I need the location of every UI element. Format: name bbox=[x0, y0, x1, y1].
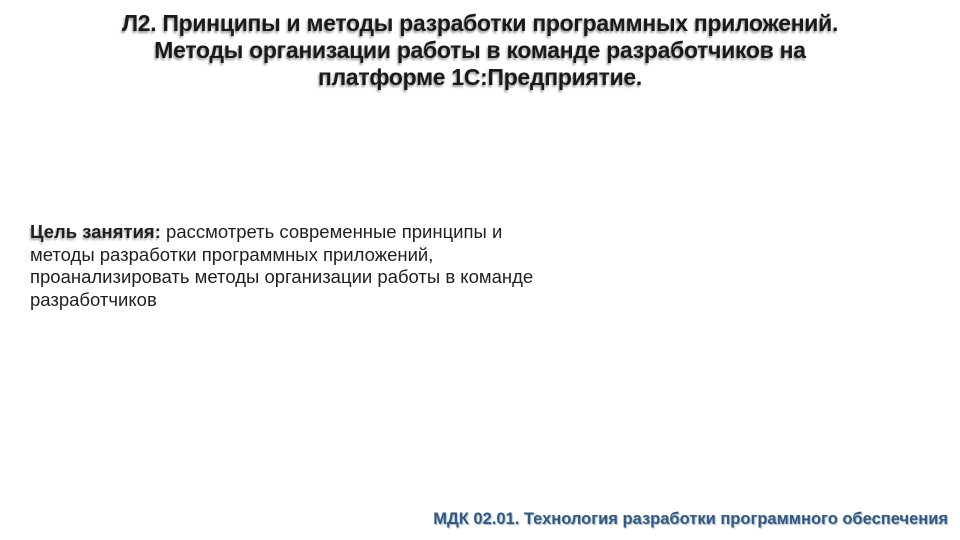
goal-text-line-2: методы разработки программных приложений, bbox=[30, 243, 434, 265]
slide-title-line-3: платформе 1С:Предприятие. bbox=[318, 64, 642, 90]
goal-text-line-1: рассмотреть современные принципы и bbox=[160, 221, 503, 242]
slide-title-line-1: Л2. Принципы и методы разработки программных приложений. bbox=[121, 10, 839, 36]
lesson-goal-paragraph bbox=[30, 221, 590, 311]
goal-label: Цель занятия: bbox=[30, 221, 161, 242]
body-line-1 bbox=[30, 221, 590, 244]
slide-title bbox=[80, 10, 880, 91]
goal-text-line-3: проанализировать методы организации работы в команде bbox=[30, 266, 534, 287]
course-footer-credit: МДК 02.01. Технология разработки программного обеспечения bbox=[433, 510, 948, 528]
goal-text-line-4: разработчиков bbox=[30, 288, 157, 310]
slide-title-line-2: Методы организации работы в команде разработчиков на bbox=[154, 37, 806, 63]
